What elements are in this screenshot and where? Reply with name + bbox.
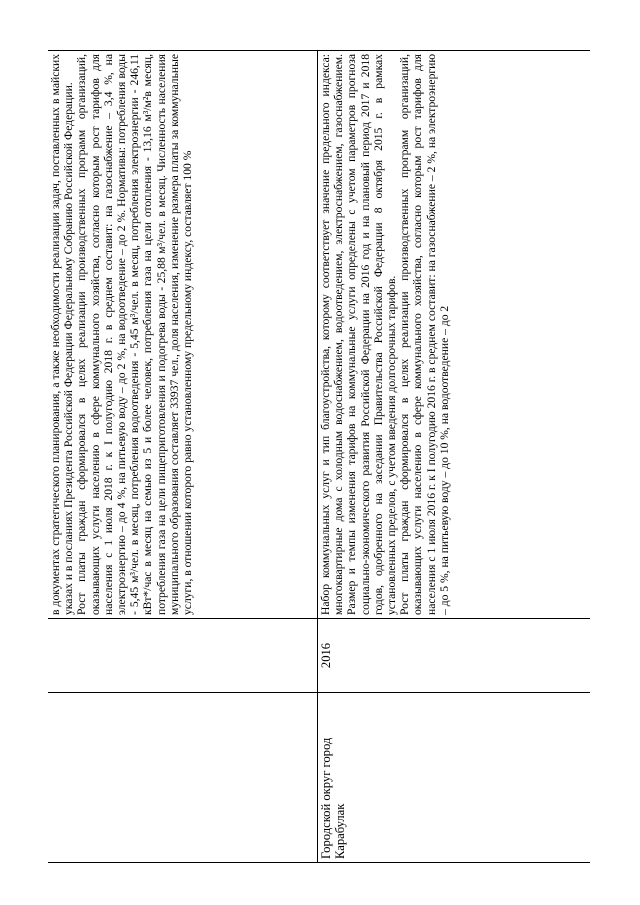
tariff-table — [48, 50, 590, 863]
description-cell — [318, 51, 591, 619]
table-row — [318, 51, 591, 863]
description-paragraph: Рост платы граждан сформировался в целях реализации производственных программ организаций, оказывающих услуги населению в сфере коммунального хозяйства, согласно которым рост тарифов для населения с 1 июля 2018 г. к I полугодию 2018 г. в среднем составит: на газоснабжение – 3,4 %, на электроэнергию – до 4 %, на питьевую воду – до 2 %, на водоотведение – до 2 %. Нормативы: потребления воды - 5,45 м³/чел. в месяц, потребления водоотведения - 5,45 м³/чел. в месяц, потребления электроэнергии - 246,11 кВт*/час в месяц на семью из 5 и более человек, потребления газа на цели отопления - 13,16 м³/м²в месяц, потребления газа на цели пищеприготовления и подогрева воды - 25,88 м³/чел. в месяц. Численность населения муниципального образования составляет 33937 чел., доля населения, изменение размера платы за коммунальные услуги, в отношении которого равно установленному предельному индексу, составляет 100 % — [75, 54, 195, 615]
table-row — [48, 51, 318, 863]
description-paragraph: Набор коммунальных услуг и тип благоустройства, которому соответствует значение предельного индекса: многоквартирные дома с холодным водоснабжением, водоотведением, электроснабжением, газоснабжением. Размер и темпы изменения тарифов на коммунальные услуги определены с учетом параметров прогноза социально-экономического развития Российской Федерации на 2016 год и на плановый период 2017 и 2018 годов, одобренного на заседании Правительства Российской Федерации 8 октября 2015 г. в рамках установленных пределов, с учетом введения долгосрочных тарифов. — [319, 54, 399, 615]
description-paragraph: Рост платы граждан сформировался в целях реализации производственных программ организаций, оказывающих услуги населению в сфере коммунального хозяйства, согласно которым рост тарифов для населения с 1 июля 2016 г. к I полугодию 2016 г. в среднем составит: на газоснабжение – 2 %, на электроэнергию – до 5 %, на питьевую воду – до 10 %, на водоотведение – до 2 — [398, 54, 451, 615]
region-cell — [48, 693, 318, 863]
description-cell — [48, 51, 318, 619]
description-paragraph: в документах стратегического планирования, а также необходимости реализации задач, поставленных в майских указах и в посланиях Президента Российской Федерации Федеральному Собранию Российской Федерации. — [49, 54, 76, 615]
year-cell: 2016 — [318, 619, 591, 693]
region-cell: Городской округ город Карабулак — [318, 693, 591, 863]
year-cell — [48, 619, 318, 693]
